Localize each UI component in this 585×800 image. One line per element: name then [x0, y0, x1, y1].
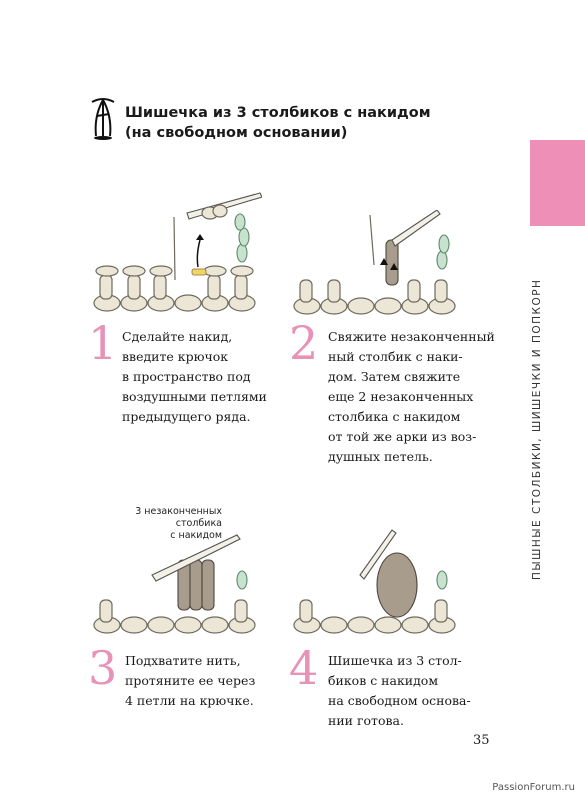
step-3-text: Подхватите нить, протяните ее через 4 петли на крючке. — [125, 653, 256, 708]
step-2-illustration — [292, 210, 462, 320]
foundation-stitches — [294, 280, 455, 314]
step-2-text: Свяжите незаконченный ный столбик с наки- дом. Затем свяжите еще 2 незаконченных столбика с накидом от той же арки из воз- душных петель. — [328, 329, 495, 464]
step-1-text: Сделайте накид, введите крючок в пространство под воздушными петлями предыдущего ряда. — [122, 329, 267, 424]
step-number-3: 3 — [88, 641, 118, 695]
page-title — [125, 103, 445, 143]
step-3-illustration — [92, 525, 262, 640]
stitches-callout-label: 3 незаконченных столбика с накидом — [135, 506, 222, 541]
bobble-stitch-symbol-icon — [88, 96, 118, 140]
site-watermark: PassionForum.ru — [492, 782, 575, 793]
title-line-1: Шишечка из 3 столбиков с накидом — [125, 105, 431, 121]
chapter-tab — [530, 140, 585, 226]
foundation-stitches — [94, 600, 255, 633]
foundation-stitches — [294, 600, 455, 633]
step-number-1: 1 — [88, 316, 118, 370]
title-line-2: (на свободном основании) — [125, 125, 348, 141]
crochet-hook — [392, 210, 440, 246]
step-4-illustration — [292, 525, 462, 640]
chain-loops — [235, 214, 249, 262]
page-number: 35 — [473, 733, 490, 748]
step-4-text: Шишечка из 3 стол- биков с накидом на свободном основа- нии готова. — [328, 653, 471, 728]
bobble — [377, 553, 417, 617]
chain-loops — [237, 571, 247, 589]
step-1-illustration — [92, 185, 262, 320]
step-number-2: 2 — [289, 316, 319, 370]
chain-loops — [437, 571, 447, 589]
step-number-4: 4 — [289, 641, 319, 695]
chapter-side-title: ПЫШНЫЕ СТОЛБИКИ, ШИШЕЧКИ И ПОПКОРН — [531, 278, 543, 580]
chain-loops — [437, 235, 449, 269]
